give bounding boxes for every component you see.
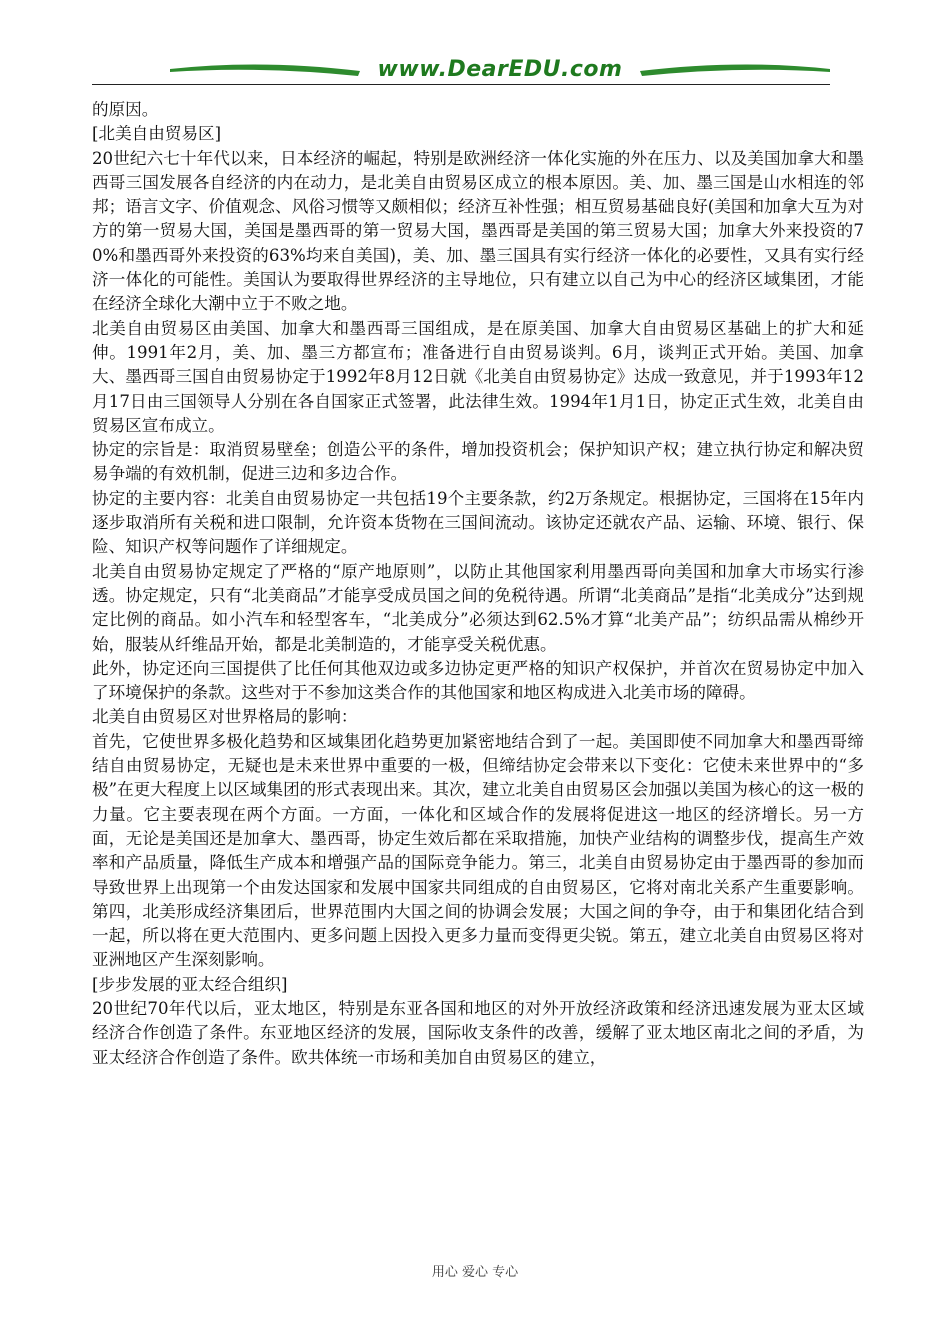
paragraph: 20世纪70年代以后，亚太地区，特别是东亚各国和地区的对外开放经济政策和经济迅速发展为亚太区域经济合作创造了条件。东亚地区经济的发展，国际收支条件的改善，缓解了亚太地区南北之间的矛盾，为亚太经济合作创造了条件。欧共体统一市场和美加自由贸易区的建立， [92,998,864,1067]
paragraph: 的原因。 [92,100,159,119]
page-footer: 用心 爱心 专心 [431,1265,519,1280]
document-body [92,98,864,1070]
site-logo[interactable]: www.DearEDU.com [377,57,623,82]
paragraph: 协定的宗旨是：取消贸易壁垒；创造公平的条件，增加投资机会；保护知识产权；建立执行协定和解决贸易争端的有效机制，促进三边和多边合作。 [92,440,864,484]
paragraph: 协定的主要内容：北美自由贸易协定一共包括19个主要条款，约2万条规定。根据协定，三国将在15年内逐步取消所有关税和进口限制，允许资本货物在三国间流动。该协定还就农产品、运输、环境、银行、保险、知识产权等问题作了详细规定。 [92,488,864,557]
paragraph: 20世纪六七十年代以来，日本经济的崛起，特别是欧洲经济一体化实施的外在压力、以及美国加拿大和墨西哥三国发展各自经济的内在动力，是北美自由贸易区成立的根本原因。美、加、墨三国是山水相连的邻邦；语言文字、价值观念、风俗习惯等又颇相似；经济互补性强；相互贸易基础良好(美国和加拿大互为对方的第一贸易大国，美国是墨西哥的第一贸易大国，墨西哥是美国的第三贸易大国；加拿大外来投资的70%和墨西哥外来投资的63%均来自美国)，美、加、墨三国具有实行经济一体化的必要性，又具有实行经济一体化的可能性。美国认为要取得世界经济的主导地位，只有建立以自己为中心的经济区域集团，才能在经济全球化大潮中立于不败之地。 [92,148,864,314]
paragraph: 北美自由贸易区对世界格局的影响： [92,707,358,727]
paragraph: 北美自由贸易区由美国、加拿大和墨西哥三国组成，是在原美国、加拿大自由贸易区基础上的扩大和延伸。1991年2月，美、加、墨三方都宣布；准备进行自由贸易谈判。6月，谈判正式开始。美国、加拿大、墨西哥三国自由贸易协定于1992年8月12日就《北美自由贸易协定》达成一致意见，并于1993年12月17日由三国领导人分别在各自国家正式签署，此法律生效。1994年1月1日，协定正式生效，北美自由贸易区宣布成立。 [92,318,864,435]
paragraph: 北美自由贸易协定规定了严格的“原产地原则”，以防止其他国家利用墨西哥向美国和加拿大市场实行渗透。协定规定，只有“北美商品”才能享受成员国之间的免税待遇。所谓“北美商品”是指“北美成分”达到规定比例的商品。如小汽车和轻型客车，“北美成分”必须达到62.5%才算“北美产品”；纺织品需从棉纱开始，服装从纤维品开始，都是北美制造的，才能享受关税优惠。 [92,561,864,654]
header-divider [92,84,830,85]
section-heading: [北美自由贸易区] [92,124,222,144]
paragraph: 首先，它使世界多极化趋势和区域集团化趋势更加紧密地结合到了一起。美国即使不同加拿大和墨西哥缔结自由贸易协定，无疑也是未来世界中重要的一极，但缔结协定会带来以下变化：它使未来世界中的“多极”在更大程度上以区域集团的形式表现出来。其次，建立北美自由贸易区会加强以美国为核心的这一极的力量。它主要表现在两个方面。一方面，一体化和区域合作的发展将促进这一地区的经济增长。另一方面，无论是美国还是加拿大、墨西哥，协定生效后都在采取措施，加快产业结构的调整步伐，提高生产效率和产品质量，降低生产成本和增强产品的国际竞争能力。第三，北美自由贸易协定由于墨西哥的参加而导致世界上出现第一个由发达国家和发展中国家共同组成的自由贸易区，它将对南北关系产生重要影响。第四，北美形成经济集团后，世界范围内大国之间的协调会发展；大国之间的争夺，由于和集团化结合到一起，所以将在更大范围内、更多问题上因投入更多力量而变得更尖锐。第五，建立北美自由贸易区将对亚洲地区产生深刻影响。 [92,731,864,970]
section-heading: [步步发展的亚太经合组织] [92,974,288,994]
site-header [170,55,830,95]
paragraph: 此外，协定还向三国提供了比任何其他双边或多边协定更严格的知识产权保护，并首次在贸易协定中加入了环境保护的条款。这些对于不参加这类合作的其他国家和地区构成进入北美市场的障碍。 [92,658,864,703]
